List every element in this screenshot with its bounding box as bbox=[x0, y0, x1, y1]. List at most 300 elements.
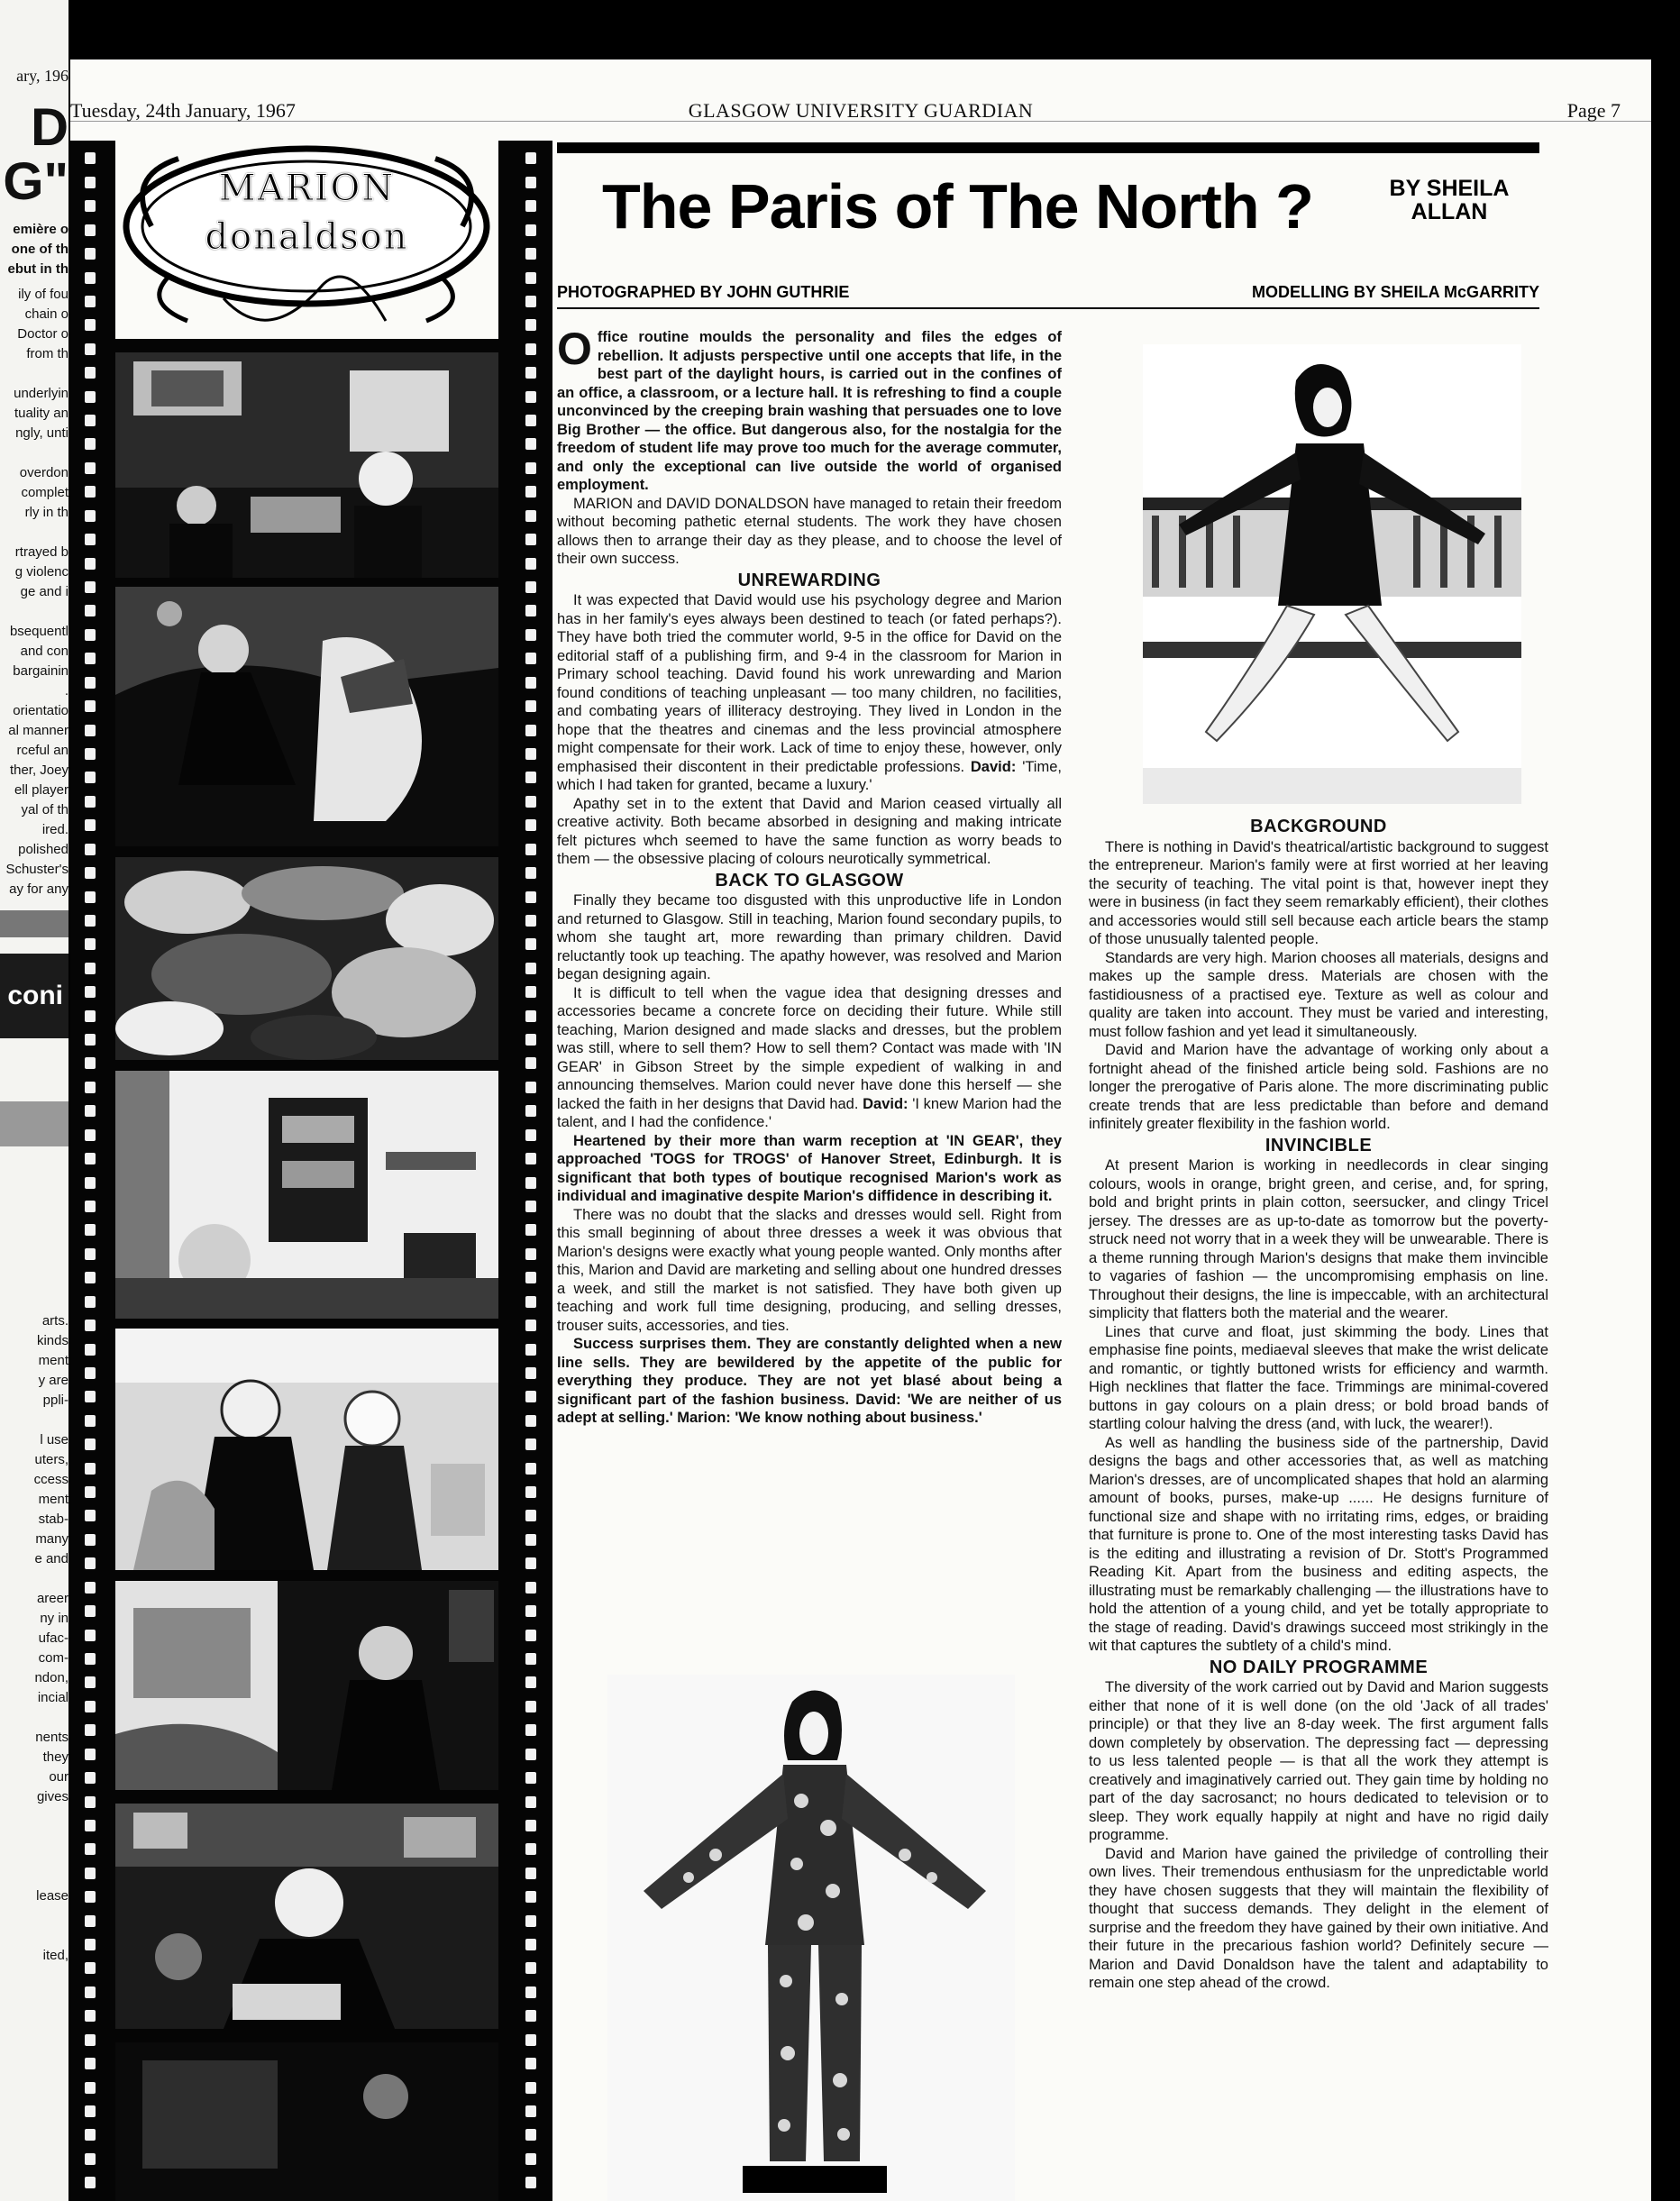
paragraph: The diversity of the work carried out by David and Marion suggests either that none of it is well done (on the old 'Jack of all trades' principle) or that they live an 8-day week. The first argument falls down completely by observation. The depressing fact — depressing to us less talented people — is that all the work they attempt is creatively and imaginatively carried out. They gain time by holding no part of the day sacrosanct; no hours dedicated to television or to sleep. They work equally happily at night and have no rigid daily programme. bbox=[1089, 1679, 1548, 1843]
sprocket-hole-icon bbox=[525, 2129, 536, 2141]
previous-page-text-line: incial bbox=[37, 1690, 68, 1705]
previous-page-text-line bbox=[0, 443, 68, 463]
sprocket-hole-icon bbox=[85, 367, 96, 379]
sprocket-hole-icon bbox=[85, 438, 96, 450]
sprocket-hole-icon bbox=[525, 700, 536, 712]
sprocket-hole-icon bbox=[85, 1510, 96, 1521]
sprocket-hole-icon bbox=[525, 1510, 536, 1521]
sprocket-hole-icon bbox=[525, 438, 536, 450]
sprocket-hole-icon bbox=[525, 1415, 536, 1427]
previous-page-text-line: ge and i bbox=[20, 584, 68, 599]
sprocket-hole-icon bbox=[85, 2010, 96, 2022]
sprocket-hole-icon bbox=[525, 391, 536, 403]
sprocket-hole-icon bbox=[525, 1724, 536, 1736]
previous-page-text-line: ebut in th bbox=[7, 261, 68, 277]
sprocket-hole-icon bbox=[525, 844, 536, 855]
sprocket-hole-icon bbox=[85, 1630, 96, 1641]
film-frame-studio bbox=[115, 1581, 498, 1790]
sprocket-hole-icon bbox=[525, 1796, 536, 1808]
previous-page-text-line: l use bbox=[40, 1432, 68, 1448]
previous-page-lines-c bbox=[0, 1311, 68, 1966]
model-standing-icon bbox=[607, 1675, 1015, 2201]
previous-page-date-fragment: ary, 196 bbox=[16, 67, 68, 85]
sprocket-hole-icon bbox=[85, 391, 96, 403]
sprocket-hole-icon bbox=[525, 1272, 536, 1283]
sprocket-hole-icon bbox=[85, 986, 96, 998]
sprocket-hole-icon bbox=[85, 1939, 96, 1950]
paragraph: Success surprises them. They are constantly delighted when a new line sells. They are bewildered by the appetite of the public for everything they produce. They are not yet blasé about being a significant part of the fashion business. David: 'We are neither of us adept at selling.' Marion: 'We know nothing about business.' bbox=[557, 1336, 1062, 1426]
sprocket-hole-icon bbox=[525, 534, 536, 545]
sprocket-hole-icon bbox=[85, 1653, 96, 1665]
previous-page-text-line: lease bbox=[36, 1888, 68, 1904]
film-frame-dress-fitting bbox=[115, 587, 498, 846]
sprocket-hole-icon bbox=[525, 1939, 536, 1950]
sprocket-hole-icon bbox=[525, 248, 536, 260]
sprocket-hole-icon bbox=[525, 200, 536, 212]
sprocket-hole-icon bbox=[525, 1224, 536, 1236]
sprocket-hole-icon bbox=[525, 819, 536, 831]
sprocket-hole-icon bbox=[525, 915, 536, 927]
sprocket-hole-icon bbox=[525, 2177, 536, 2188]
previous-page-text-line: emière o bbox=[13, 222, 68, 237]
sprocket-hole-icon bbox=[525, 1653, 536, 1665]
paragraph: Lines that curve and float, just skimming the body. Lines that emphasise fine points, mediaeval sleeves that make the wrist delicate and romantic, or tightly buttoned wrists for efficiency and warmth. High necklines that flatter the face. Trimmings are minimal-covered buttons in gay colours on a plain dress; or bold broad bands of startling colour halving the dress (and, with luck, the wearer!). bbox=[1089, 1323, 1548, 1432]
sprocket-hole-icon bbox=[85, 653, 96, 664]
sprocket-hole-icon bbox=[525, 725, 536, 736]
sprocket-hole-icon bbox=[85, 177, 96, 188]
previous-page-banner: coni bbox=[0, 954, 68, 1038]
article-column-1 bbox=[557, 324, 1062, 1428]
lead-paragraph: Office routine moulds the personality and files the edges of rebellion. It adjusts perspective until one accepts that life, in the best part of the daylight hours, is carried out in the confines of an office, a classroom, or a lecture hall. It is refreshing to find a couple unconvinced by the creeping brain washing that persuades one to love Big Brother — the office. But dangerous also, for the nostalgia for the freedom of student life may prove too much for the average commuter, and only the exceptional can live outside the world of organised employment. bbox=[557, 324, 1062, 493]
sprocket-hole-icon bbox=[85, 224, 96, 236]
sprocket-hole-icon bbox=[85, 1010, 96, 1022]
sprocket-hole-icon bbox=[525, 1105, 536, 1117]
photo-studio-icon bbox=[115, 1581, 498, 1790]
previous-page-text-line bbox=[0, 1847, 68, 1867]
sprocket-hole-icon bbox=[85, 1177, 96, 1189]
photo-portrait-icon bbox=[115, 1804, 498, 2029]
film-frame-bottom bbox=[115, 2042, 498, 2201]
sprocket-hole-icon bbox=[85, 1034, 96, 1046]
byline-author: ALLAN bbox=[1411, 199, 1488, 224]
sprocket-hole-icon bbox=[525, 1034, 536, 1046]
sprocket-hole-icon bbox=[525, 1868, 536, 1879]
paragraph: Standards are very high. Marion chooses all materials, designs and makes up the sample dress. Materials are chosen with the fastidiousness of a practised eye. Texture as well as colour and quality are taken into account. They must be varied and interesting, must follow fashion and yet lead it simultaneously. bbox=[1089, 949, 1548, 1040]
sprocket-hole-icon bbox=[85, 1320, 96, 1331]
sprocket-hole-icon bbox=[85, 534, 96, 545]
sprocket-hole-icon bbox=[85, 1224, 96, 1236]
previous-page-text-line: stab- bbox=[38, 1511, 68, 1527]
previous-page-text-line: underlyin bbox=[14, 386, 68, 401]
title-rule bbox=[557, 142, 1539, 153]
sprocket-hole-icon bbox=[525, 1557, 536, 1569]
masthead: GLASGOW UNIVERSITY GUARDIAN bbox=[688, 99, 1034, 122]
previous-page-text-line: ited, bbox=[42, 1948, 68, 1963]
photo-workshop-icon bbox=[115, 352, 498, 578]
sprocket-hole-icon bbox=[525, 1129, 536, 1141]
paragraph: It is difficult to tell when the vague idea that designing dresses and accessories became a concrete force on deciding their future. While still teaching, Marion designed and made slacks and dresses, but the problem was still, where to sell them? How to sell them? Contact was made with 'IN GEAR' in Gibson Street by the simple expedient of walking in and announcing themselves. Marion could never have done this herself — she lacked the faith in her designs that David had. David: 'I knew Marion had the talent, and I had the confidence.' bbox=[557, 984, 1062, 1130]
previous-page-text-line: . bbox=[64, 683, 68, 699]
sprocket-hole-icon bbox=[85, 152, 96, 164]
previous-page-text-line: from th bbox=[26, 346, 68, 361]
sprocket-hole-icon bbox=[525, 867, 536, 879]
sprocket-hole-icon bbox=[85, 938, 96, 950]
sprocket-hole-icon bbox=[85, 1438, 96, 1450]
sprocket-hole-icon bbox=[85, 1962, 96, 1974]
sprocket-hole-icon bbox=[525, 415, 536, 426]
sprocket-hole-icon bbox=[85, 1296, 96, 1308]
sprocket-hole-icon bbox=[525, 486, 536, 498]
photo-shelves-icon bbox=[115, 1071, 498, 1319]
sprocket-hole-icon bbox=[525, 1749, 536, 1760]
previous-page-text-line: g violenc bbox=[14, 564, 68, 580]
sprocket-hole-icon bbox=[85, 1057, 96, 1069]
subhead-unrewarding: UNREWARDING bbox=[737, 570, 881, 590]
sprocket-hole-icon bbox=[525, 272, 536, 284]
sprocket-hole-icon bbox=[525, 2034, 536, 2046]
sprocket-hole-icon bbox=[525, 152, 536, 164]
previous-page-text-line bbox=[0, 523, 68, 543]
previous-page-headline: D G" bbox=[3, 101, 68, 209]
sprocket-hole-icon bbox=[85, 844, 96, 855]
sprocket-hole-icon bbox=[85, 677, 96, 689]
sprocket-hole-icon bbox=[85, 510, 96, 522]
sprocket-hole-icon bbox=[85, 272, 96, 284]
previous-page-text-line bbox=[0, 1807, 68, 1827]
paragraph: David and Marion have gained the priviledge of controlling their own lives. Their tremendous enthusiasm for the unpredictable world they have chosen suggests that they will maintain the flexibility of thought that success demands. They delight in the element of surprise and the freedom they have gained by their own initiative. And their future in the precarious fashion world? Definitely secure — Marion and David Donaldson have the talent and adaptability to remain one step ahead of the crowd. bbox=[1089, 1845, 1548, 1991]
paragraph: MARION and DAVID DONALDSON have managed to retain their freedom without becoming pathetic eternal students. The work they have chosen allows then to arrange their day as they please, and to choose the level of their own success. bbox=[557, 495, 1062, 567]
sprocket-hole-icon bbox=[85, 1891, 96, 1903]
photo-dress-fitting-icon bbox=[115, 587, 498, 846]
sprocket-hole-icon bbox=[85, 915, 96, 927]
sprocket-hole-icon bbox=[85, 1676, 96, 1688]
sprocket-hole-icon bbox=[85, 700, 96, 712]
previous-page-text-line bbox=[0, 1411, 68, 1430]
sprocket-hole-icon bbox=[525, 224, 536, 236]
sprocket-hole-icon bbox=[85, 1415, 96, 1427]
paragraph: Heartened by their more than warm reception at 'IN GEAR', they approached 'TOGS for TROGS' of Hanover Street, Edinburgh. It is significant that both types of boutique recognised Marion's work as individual and imaginative despite Marion's diffidence in describing it. bbox=[557, 1132, 1062, 1204]
subhead-invincible: INVINCIBLE bbox=[1265, 1135, 1373, 1155]
previous-page-text-line: ngly, unti bbox=[15, 425, 68, 441]
sprocket-hole-icon bbox=[525, 1820, 536, 1831]
sprocket-hole-icon bbox=[525, 1891, 536, 1903]
previous-page-text-line: ment bbox=[38, 1492, 68, 1507]
previous-page-photo-fragment bbox=[0, 1101, 68, 1146]
previous-page-text-line: nents bbox=[35, 1730, 68, 1745]
sprocket-hole-icon bbox=[85, 1153, 96, 1164]
sprocket-hole-icon bbox=[85, 2105, 96, 2117]
sprocket-hole-icon bbox=[85, 1129, 96, 1141]
sprocket-hole-icon bbox=[525, 1582, 536, 1594]
sprocket-hole-icon bbox=[85, 486, 96, 498]
photo-bottom-icon bbox=[115, 2042, 498, 2201]
previous-page-text-line bbox=[0, 1906, 68, 1926]
sprocket-hole-icon bbox=[525, 1843, 536, 1855]
paragraph: There was no doubt that the slacks and dresses would sell. Right from this small beginning of about three dresses a week it was obvious that Marion's designs were exactly what young people wanted. Only months after this, Marion and David are marketing and selling about one hundred dresses a week, and still the market is not satisfied. They have both given up teaching and work full time designing, producing, and selling dresses, trouser suits, accessories, and ties. bbox=[557, 1206, 1062, 1334]
sprocket-hole-icon bbox=[525, 1962, 536, 1974]
sprocket-hole-icon bbox=[85, 1534, 96, 1546]
sprocket-hole-icon bbox=[525, 1248, 536, 1260]
previous-page-text-line: ment bbox=[38, 1353, 68, 1368]
byline bbox=[1377, 177, 1521, 224]
previous-page-text-line: ther, Joey bbox=[9, 763, 68, 778]
sprocket-hole-icon bbox=[525, 1986, 536, 1998]
sprocket-hole-icon bbox=[85, 1557, 96, 1569]
previous-page-text-line: al manner bbox=[8, 723, 68, 738]
film-frame-portrait bbox=[115, 1804, 498, 2029]
previous-page-text-line: rly in th bbox=[24, 505, 68, 520]
previous-page-text-line: ufac- bbox=[38, 1630, 68, 1646]
sprocket-hole-icon bbox=[85, 1105, 96, 1117]
previous-page-text-line: yal of th bbox=[21, 802, 68, 817]
sprocket-hole-icon bbox=[85, 319, 96, 331]
sprocket-hole-icon bbox=[85, 2034, 96, 2046]
previous-page-text-line: overdon bbox=[19, 465, 68, 480]
sprocket-hole-icon bbox=[525, 1438, 536, 1450]
previous-page-text-line bbox=[0, 1708, 68, 1728]
sprocket-hole-icon bbox=[525, 343, 536, 355]
sprocket-hole-icon bbox=[525, 1344, 536, 1356]
sprocket-hole-icon bbox=[525, 1082, 536, 1093]
sprocket-hole-icon bbox=[525, 1534, 536, 1546]
sprocket-hole-icon bbox=[85, 1605, 96, 1617]
sprocket-hole-icon bbox=[85, 725, 96, 736]
newspaper-page bbox=[70, 59, 1651, 2201]
sprocket-hole-icon bbox=[525, 1320, 536, 1331]
film-frame-shelves bbox=[115, 1071, 498, 1319]
sprocket-hole-icon bbox=[85, 1367, 96, 1379]
previous-page-text-line: our bbox=[49, 1769, 68, 1785]
sprocket-hole-icon bbox=[525, 1463, 536, 1475]
sprocket-hole-icon bbox=[85, 772, 96, 783]
sprocket-hole-icon bbox=[85, 2153, 96, 2165]
sprocket-hole-icon bbox=[525, 558, 536, 570]
subhead-back-to-glasgow: BACK TO GLASGOW bbox=[715, 870, 904, 890]
article bbox=[557, 141, 1651, 2201]
sprocket-hole-icon bbox=[85, 2082, 96, 2094]
previous-page-text-line: com- bbox=[38, 1650, 68, 1666]
previous-page-text-line bbox=[0, 364, 68, 384]
previous-page-text-line bbox=[0, 1827, 68, 1847]
previous-page-text-line: ccess bbox=[33, 1472, 68, 1487]
sprocket-hole-icon bbox=[85, 1820, 96, 1831]
previous-page-lines-b bbox=[0, 285, 68, 900]
previous-page-text-line bbox=[0, 1926, 68, 1946]
sprocket-hole-icon bbox=[525, 986, 536, 998]
sprocket-hole-icon bbox=[85, 343, 96, 355]
sprocket-hole-icon bbox=[525, 2058, 536, 2069]
subhead-background: BACKGROUND bbox=[1250, 817, 1387, 836]
paragraph: Finally they became too disgusted with this unproductive life in London and returned to Glasgow. Still in teaching, Marion found secondary pupils, to whom she taught art, more rewarding than primary children. David reluctantly took up teaching. The apathy however, was resolved and Marion began designing again. bbox=[557, 892, 1062, 982]
previous-page-text-line: they bbox=[42, 1749, 68, 1765]
previous-page-text-line: y are bbox=[38, 1373, 68, 1388]
article-column-2 bbox=[1089, 815, 1548, 1993]
sprocket-hole-icon bbox=[85, 796, 96, 808]
sprocket-hole-icon bbox=[525, 1915, 536, 1927]
sprocket-hole-icon bbox=[85, 1391, 96, 1402]
previous-page-text-line: Doctor o bbox=[17, 326, 68, 342]
sprocket-hole-icon bbox=[85, 1986, 96, 1998]
previous-page-text-line: chain o bbox=[24, 306, 68, 322]
sprocket-hole-icon bbox=[85, 1843, 96, 1855]
previous-page-text-line: arts. bbox=[41, 1313, 68, 1329]
subhead-no-daily-programme: NO DAILY PROGRAMME bbox=[1209, 1657, 1429, 1677]
sprocket-hole-icon bbox=[525, 891, 536, 903]
sprocket-hole-icon bbox=[85, 1486, 96, 1498]
page-header bbox=[70, 96, 1651, 122]
sprocket-holes-right bbox=[525, 141, 538, 2201]
logo-line-marion: MARION bbox=[218, 168, 396, 209]
previous-page-text-line: ndon, bbox=[34, 1670, 68, 1685]
previous-page-text-line bbox=[0, 602, 68, 622]
paragraph: At present Marion is working in needlecords in clear singing colours, wools in orange, bright green, and cerise, and, for spring, bold and bright prints in plain cotton, seersucker, and clingy Tricel jersey. The dresses are as up-to-date as tomorrow but the poverty-struck need not worry that in a week they will be unwearable. There is a theme running through Marion's designs that make them invincible to vagaries of fashion — the uncompromising emphasis on line. Throughout their designs, the line is impeccable, with an architectural simplicity that flatters both the material and the wearer. bbox=[1089, 1157, 1548, 1321]
previous-page-text-line: bargainin bbox=[13, 663, 68, 679]
previous-page-text-line: uters, bbox=[34, 1452, 68, 1467]
previous-page-photo-fragment bbox=[0, 910, 68, 937]
drop-cap: O bbox=[557, 324, 592, 374]
sprocket-hole-icon bbox=[525, 367, 536, 379]
previous-page-text-line: Schuster's bbox=[5, 862, 68, 877]
sprocket-hole-icon bbox=[85, 296, 96, 307]
sprocket-hole-icon bbox=[85, 1582, 96, 1594]
previous-page-text-line: complet bbox=[21, 485, 68, 500]
previous-page-text-line: gives bbox=[36, 1789, 68, 1804]
sprocket-hole-icon bbox=[525, 1701, 536, 1712]
sprocket-hole-icon bbox=[525, 748, 536, 760]
sprocket-hole-icon bbox=[525, 1296, 536, 1308]
sprocket-hole-icon bbox=[525, 677, 536, 689]
page-number: Page 7 bbox=[1566, 99, 1621, 122]
sprocket-hole-icon bbox=[525, 1177, 536, 1189]
model-seated-icon bbox=[1143, 344, 1521, 804]
sprocket-hole-icon bbox=[85, 1201, 96, 1212]
sprocket-hole-icon bbox=[525, 177, 536, 188]
sprocket-hole-icon bbox=[525, 2010, 536, 2022]
previous-page-text-line: orientatio bbox=[13, 703, 68, 718]
photographer-credit: PHOTOGRAPHED BY JOHN GUTHRIE bbox=[557, 283, 850, 301]
sprocket-hole-icon bbox=[85, 629, 96, 641]
paragraph: David and Marion have the advantage of working only about a fortnight ahead of the finished article being sold. Fashions are no longer the prerogative of Paris alone. The more discriminating public create trends that are less predictable than before and demand infinitely greater flexibility in the fashion world. bbox=[1089, 1042, 1548, 1132]
previous-page-text-line bbox=[0, 1867, 68, 1886]
previous-page-text-line: ay for any bbox=[9, 881, 68, 897]
sprocket-hole-icon bbox=[85, 1724, 96, 1736]
previous-page-text-line: bsequentl bbox=[9, 624, 68, 639]
sprocket-hole-icon bbox=[85, 581, 96, 593]
sprocket-hole-icon bbox=[525, 653, 536, 664]
previous-page-text-line: areer bbox=[36, 1591, 68, 1606]
photo-model-seated bbox=[1143, 344, 1521, 804]
sprocket-hole-icon bbox=[525, 1367, 536, 1379]
previous-page-text-line: e and bbox=[34, 1551, 68, 1566]
photo-model-standing bbox=[607, 1675, 1015, 2201]
article-title: The Paris of The North ? bbox=[602, 171, 1313, 242]
sprocket-hole-icon bbox=[525, 1605, 536, 1617]
sprocket-hole-icon bbox=[525, 2082, 536, 2094]
previous-page-text-line: one of th bbox=[11, 242, 68, 257]
sprocket-hole-icon bbox=[525, 605, 536, 616]
sprocket-hole-icon bbox=[85, 2129, 96, 2141]
sprocket-holes-left bbox=[85, 141, 97, 2201]
marion-donaldson-logo bbox=[115, 141, 498, 339]
previous-page-edge bbox=[0, 0, 68, 2201]
sprocket-hole-icon bbox=[525, 1772, 536, 1784]
sprocket-hole-icon bbox=[525, 963, 536, 974]
sprocket-hole-icon bbox=[525, 319, 536, 331]
sprocket-hole-icon bbox=[525, 462, 536, 474]
sprocket-hole-icon bbox=[85, 1772, 96, 1784]
film-frame-fabrics bbox=[115, 857, 498, 1060]
sprocket-hole-icon bbox=[85, 415, 96, 426]
sprocket-hole-icon bbox=[85, 1082, 96, 1093]
previous-page-text-line bbox=[0, 1569, 68, 1589]
sprocket-hole-icon bbox=[85, 1915, 96, 1927]
paragraph: Apathy set in to the extent that David and Marion ceased virtually all creative activity. Both became absorbed in designing and making intricate felt pictures whch seemed to have the same function as worry beads to them — the obsessive placing of colours neurotically symmetrical. bbox=[557, 795, 1062, 867]
sprocket-hole-icon bbox=[85, 2058, 96, 2069]
previous-page-text-line: ppli- bbox=[42, 1393, 68, 1408]
previous-page-text-line: ired. bbox=[41, 822, 68, 837]
previous-page-text-line: tuality an bbox=[14, 406, 68, 421]
sprocket-hole-icon bbox=[525, 1201, 536, 1212]
sprocket-hole-icon bbox=[525, 2153, 536, 2165]
sprocket-hole-icon bbox=[525, 1486, 536, 1498]
sprocket-hole-icon bbox=[85, 1701, 96, 1712]
sprocket-hole-icon bbox=[525, 2105, 536, 2117]
sprocket-hole-icon bbox=[85, 2177, 96, 2188]
previous-page-text-line: kinds bbox=[36, 1333, 68, 1348]
previous-page-text-line: rceful an bbox=[16, 743, 68, 758]
modelling-credit: MODELLING BY SHEILA McGARRITY bbox=[1251, 283, 1539, 301]
filmstrip-photo-column bbox=[70, 141, 552, 2201]
film-frame-workshop bbox=[115, 352, 498, 578]
previous-page-text-line: rtrayed b bbox=[14, 544, 68, 560]
paragraph: It was expected that David would use his psychology degree and Marion has in her family's eyes always been destined to teach (or fated perhaps?). They have both tried the commuter world, 9-5 in the office for David on the editorial staff of a publishing firm, and 9-4 in the classroom for Marion in Primary school teaching. David found his work unrewarding and Marion found conditions of teaching unpleasant — too many children, no facilities, and combating years of illiteracy destroying. They lived in London in the hope that the theatres and cinemas and the less provincial atmosphere might compensate for their work. Lack of time to enjoy these, however, only emphasised their discontent in their predictable professions. David: 'Time, which I had taken for granted, became a luxury.' bbox=[557, 592, 1062, 793]
previous-page-lines-a bbox=[0, 220, 68, 279]
sprocket-hole-icon bbox=[85, 1272, 96, 1283]
issue-date: Tuesday, 24th January, 1967 bbox=[70, 99, 296, 122]
sprocket-hole-icon bbox=[85, 1796, 96, 1808]
sprocket-hole-icon bbox=[525, 1630, 536, 1641]
sprocket-hole-icon bbox=[525, 1676, 536, 1688]
paragraph: As well as handling the business side of the partnership, David designs the bags and other accessories that, as well as matching Marion's dresses, are of uncomplicated shapes that hold an alarming amount of books, purses, make-up ...... He designs furniture of functional size and shape with no irritating rims, edges, or braiding that furniture is prone to. One of the most interesting tasks David has is the editing and illustrating a revision of Dr. Stott's Programmed Reading Kit. Apart from the business and editing aspects, the illustrating must be remarkably challenging — the illustrations have to hold the attention of a young child, and yet be totally appropriate to the stage of reading. David's drawings succeed most strikingly in the wit that captures the subtlety of a child's mind. bbox=[1089, 1434, 1548, 1654]
previous-page-text-line: ny in bbox=[40, 1611, 68, 1626]
sprocket-hole-icon bbox=[525, 510, 536, 522]
sprocket-hole-icon bbox=[85, 891, 96, 903]
sprocket-hole-icon bbox=[85, 200, 96, 212]
sprocket-hole-icon bbox=[525, 1153, 536, 1164]
sprocket-hole-icon bbox=[85, 819, 96, 831]
film-frame-designers bbox=[115, 1329, 498, 1570]
sprocket-hole-icon bbox=[525, 796, 536, 808]
sprocket-hole-icon bbox=[85, 1868, 96, 1879]
sprocket-hole-icon bbox=[85, 1463, 96, 1475]
byline-prefix: BY SHEILA bbox=[1389, 176, 1510, 201]
photo-credits bbox=[557, 283, 1539, 309]
sprocket-hole-icon bbox=[85, 558, 96, 570]
sprocket-hole-icon bbox=[85, 867, 96, 879]
previous-page-text-line: polished bbox=[18, 842, 68, 857]
sprocket-hole-icon bbox=[525, 938, 536, 950]
previous-page-text-line: and con bbox=[20, 644, 68, 659]
previous-page-text-line: ily of fou bbox=[18, 287, 68, 302]
sprocket-hole-icon bbox=[525, 296, 536, 307]
sprocket-hole-icon bbox=[85, 605, 96, 616]
sprocket-hole-icon bbox=[525, 1057, 536, 1069]
sprocket-hole-icon bbox=[85, 1749, 96, 1760]
photo-fabrics-icon bbox=[115, 857, 498, 1060]
sprocket-hole-icon bbox=[85, 248, 96, 260]
logo-line-donaldson: donaldson bbox=[205, 216, 409, 258]
sprocket-hole-icon bbox=[85, 1248, 96, 1260]
